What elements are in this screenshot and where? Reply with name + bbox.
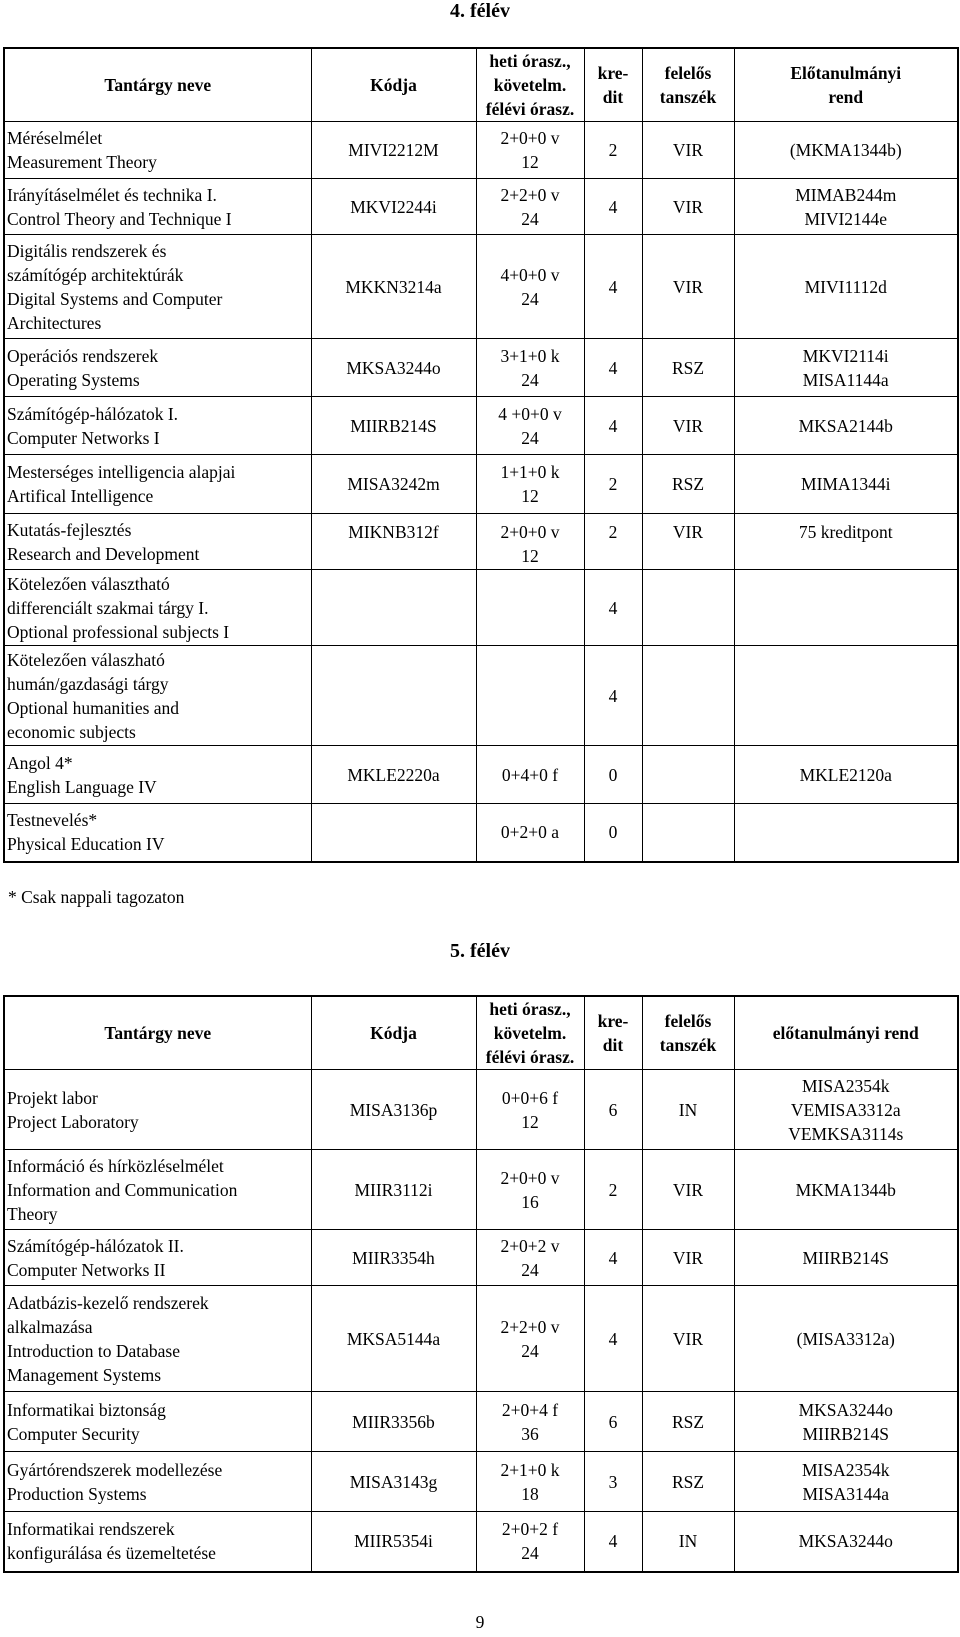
course-prereq: MKSA2144b [734,397,958,455]
course-credit: 4 [584,646,642,746]
course-name: Mesterséges intelligencia alapjai Artifical Intelligence [4,455,311,514]
table-row [4,1512,958,1572]
header-dept: felelős tanszék [642,996,734,1070]
course-prereq: (MISA3312a) [734,1286,958,1392]
course-name: Angol 4* English Language IV [4,746,311,804]
course-hours: 4+0+0 v 24 [476,235,584,339]
course-prereq: MKLE2120a [734,746,958,804]
page-number: 9 [475,1612,485,1632]
course-credit: 2 [584,514,642,570]
table-row [4,1150,958,1230]
course-prereq: (MKMA1344b) [734,122,958,179]
course-hours: 2+0+2 v 24 [476,1230,584,1286]
course-name: Testnevelés* Physical Education IV [4,804,311,862]
course-name: Méréselmélet Measurement Theory [4,122,311,179]
course-hours: 0+0+6 f 12 [476,1070,584,1150]
table-row [4,1286,958,1392]
course-credit: 4 [584,1286,642,1392]
course-code: MIVI2212M [311,122,476,179]
table-row [4,1452,958,1512]
header-hours: heti órasz., követelm. félévi órasz. [476,996,584,1070]
table-row [4,514,958,570]
course-prereq: MKVI2114i MISA1144a [734,339,958,397]
course-credit: 0 [584,804,642,862]
course-credit: 2 [584,1150,642,1230]
table-row [4,1070,958,1150]
header-code: Kódja [311,48,476,122]
course-code: MIIR3112i [311,1150,476,1230]
course-dept: RSZ [642,1452,734,1512]
table-header-row [4,48,958,122]
table-row [4,179,958,235]
course-credit: 4 [584,339,642,397]
course-code: MIIR3354h [311,1230,476,1286]
course-credit: 4 [584,1512,642,1572]
course-credit: 3 [584,1452,642,1512]
course-name: Informatikai rendszerek konfigurálása és üzemeltetése [4,1512,311,1572]
semester5-title: 5. félév [450,940,510,962]
course-hours: 2+0+0 v 16 [476,1150,584,1230]
course-code: MISA3136p [311,1070,476,1150]
semester4-title: 4. félév [450,0,510,22]
course-credit: 4 [584,1230,642,1286]
table-row [4,1392,958,1452]
course-credit: 6 [584,1392,642,1452]
course-credit: 4 [584,235,642,339]
course-name: Adatbázis-kezelő rendszerek alkalmazása Introduction to Database Management Systems [4,1286,311,1392]
course-dept: VIR [642,1230,734,1286]
table-row [4,339,958,397]
table-row [4,397,958,455]
course-dept: VIR [642,122,734,179]
course-hours: 2+0+4 f 36 [476,1392,584,1452]
course-credit: 2 [584,122,642,179]
course-dept: VIR [642,514,734,570]
course-dept: IN [642,1070,734,1150]
header-dept: felelős tanszék [642,48,734,122]
course-dept: RSZ [642,1392,734,1452]
course-hours: 1+1+0 k 12 [476,455,584,514]
course-dept: RSZ [642,339,734,397]
course-code: MKKN3214a [311,235,476,339]
table-row [4,746,958,804]
course-dept: IN [642,1512,734,1572]
course-hours: 4 +0+0 v 24 [476,397,584,455]
course-hours: 3+1+0 k 24 [476,339,584,397]
course-prereq: MKSA3244o [734,1512,958,1572]
header-name: Tantárgy neve [4,996,311,1070]
course-name: Digitális rendszerek és számítógép architektúrák Digital Systems and Computer Architectures [4,235,311,339]
course-name: Projekt labor Project Laboratory [4,1070,311,1150]
table-row [4,570,958,646]
course-prereq: MISA2354k MISA3144a [734,1452,958,1512]
course-name: Információ és hírközléselmélet Information and Communication Theory [4,1150,311,1230]
course-dept: VIR [642,179,734,235]
course-prereq: 75 kreditpont [734,514,958,570]
table-row [4,455,958,514]
course-name: Számítógép-hálózatok II. Computer Networks II [4,1230,311,1286]
course-hours: 0+2+0 a [476,804,584,862]
table-row [4,646,958,746]
table-row [4,235,958,339]
course-name: Informatikai biztonság Computer Security [4,1392,311,1452]
course-dept: RSZ [642,455,734,514]
course-name: Irányításelmélet és technika I. Control Theory and Technique I [4,179,311,235]
course-prereq: MIMA1344i [734,455,958,514]
course-credit: 4 [584,179,642,235]
semester5-table [3,995,959,1573]
table-header-row [4,996,958,1070]
header-credit: kre- dit [584,48,642,122]
table-row [4,804,958,862]
course-code: MKVI2244i [311,179,476,235]
header-prereq: előtanulmányi rend [734,996,958,1070]
course-name: Operációs rendszerek Operating Systems [4,339,311,397]
course-prereq: MKSA3244o MIIRB214S [734,1392,958,1452]
course-code: MIIRB214S [311,397,476,455]
course-dept: VIR [642,235,734,339]
footnote: * Csak nappali tagozaton [8,887,185,907]
course-name: Gyártórendszerek modellezése Production Systems [4,1452,311,1512]
course-code: MKSA3244o [311,339,476,397]
course-prereq: MKMA1344b [734,1150,958,1230]
course-dept: VIR [642,1150,734,1230]
table-row [4,122,958,179]
course-hours: 0+4+0 f [476,746,584,804]
course-name: Kötelezően válaszható humán/gazdasági tárgy Optional humanities and economic subjects [4,646,311,746]
course-code: MIIR5354i [311,1512,476,1572]
course-dept: VIR [642,397,734,455]
course-credit: 4 [584,570,642,646]
course-prereq: MIIRB214S [734,1230,958,1286]
course-name: Kutatás-fejlesztés Research and Development [4,514,311,570]
header-hours: heti órasz., követelm. félévi órasz. [476,48,584,122]
course-dept: VIR [642,1286,734,1392]
course-hours: 2+0+0 v 12 [476,122,584,179]
course-name: Kötelezően választható differenciált szakmai tárgy I. Optional professional subjects I [4,570,311,646]
course-hours: 2+2+0 v 24 [476,1286,584,1392]
table-row [4,1230,958,1286]
course-name: Számítógép-hálózatok I. Computer Networks I [4,397,311,455]
course-prereq: MISA2354k VEMISA3312a VEMKSA3114s [734,1070,958,1150]
course-prereq: MIMAB244m MIVI2144e [734,179,958,235]
course-code: MIKNB312f [311,514,476,570]
header-code: Kódja [311,996,476,1070]
course-prereq: MIVI1112d [734,235,958,339]
semester4-table [3,47,959,863]
course-hours: 2+2+0 v 24 [476,179,584,235]
course-code: MKLE2220a [311,746,476,804]
course-credit: 0 [584,746,642,804]
course-credit: 2 [584,455,642,514]
header-credit: kre- dit [584,996,642,1070]
course-credit: 4 [584,397,642,455]
course-hours: 2+0+2 f 24 [476,1512,584,1572]
course-hours: 2+1+0 k 18 [476,1452,584,1512]
header-prereq: Előtanulmányi rend [734,48,958,122]
course-credit: 6 [584,1070,642,1150]
course-code: MKSA5144a [311,1286,476,1392]
course-code: MISA3242m [311,455,476,514]
course-code: MISA3143g [311,1452,476,1512]
course-hours: 2+0+0 v 12 [476,514,584,570]
course-code: MIIR3356b [311,1392,476,1452]
header-name: Tantárgy neve [4,48,311,122]
